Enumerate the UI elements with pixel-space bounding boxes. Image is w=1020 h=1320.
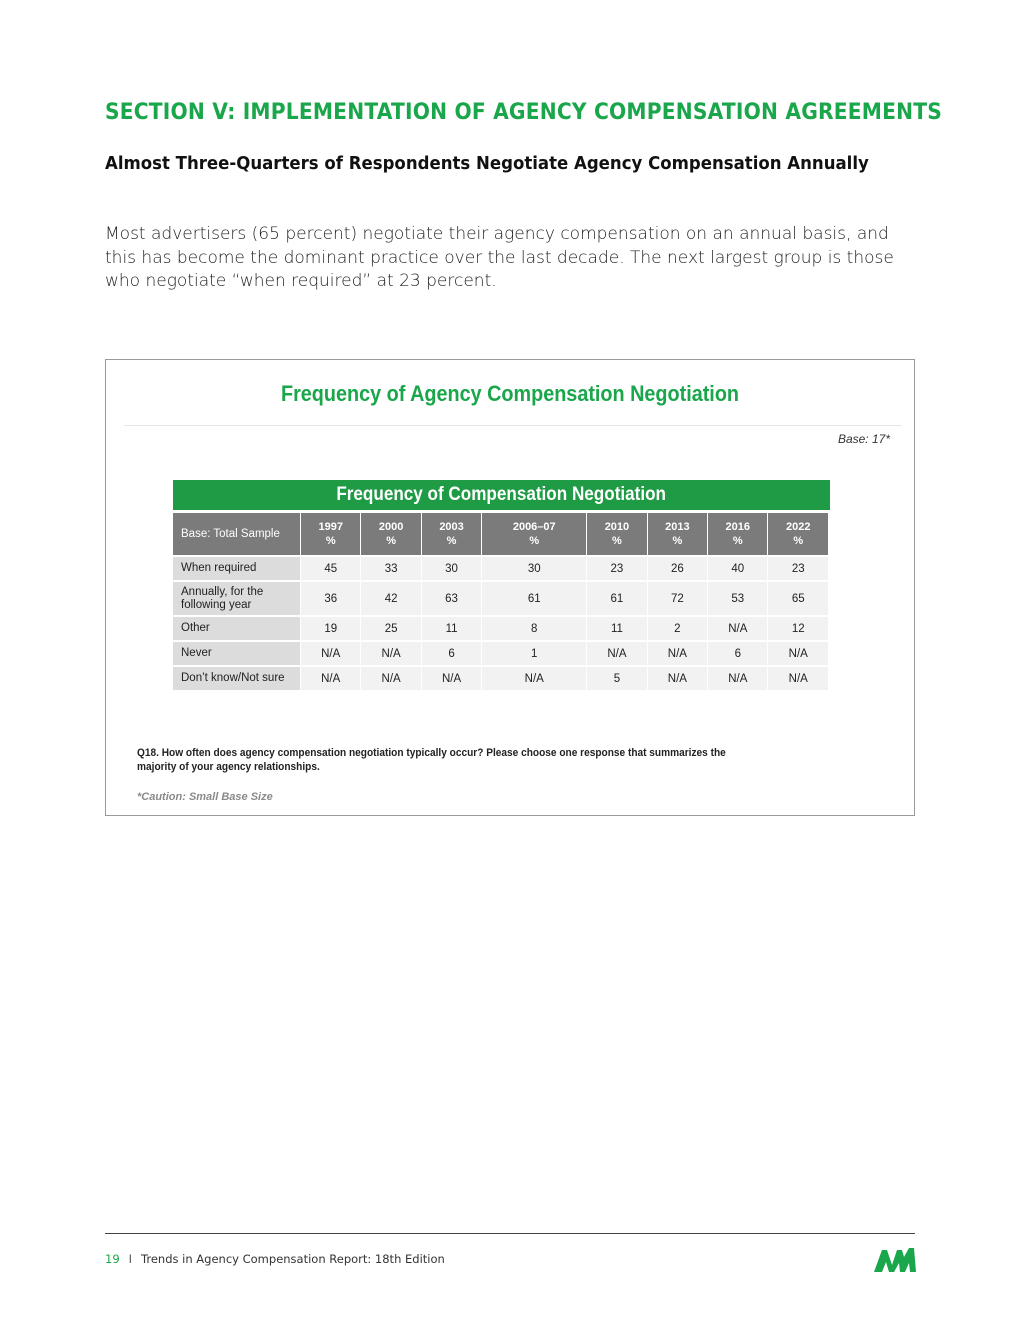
column-year: 2003 [439,521,464,533]
row-header-cell: Base: Total Sample [173,513,300,555]
table-cell: 6 [422,640,481,665]
row-label: When required [173,555,300,580]
table-cell: N/A [482,665,586,690]
table-row [173,555,828,580]
footer-divider [105,1233,915,1234]
figure-title: Frequency of Agency Compensation Negotiation [280,381,740,406]
table-cell: 1 [482,640,586,665]
table-cell: 61 [482,580,586,615]
table-cell: 25 [361,615,420,640]
table-cell: 36 [301,580,360,615]
table-cell: 45 [301,555,360,580]
column-year: 2010 [604,521,630,533]
table-cell: 5 [587,665,646,690]
ana-logo-icon [873,1245,917,1273]
section-title: SECTION V: IMPLEMENTATION OF AGENCY COMPENSATION AGREEMENTS [105,100,943,125]
column-unit: % [612,535,622,547]
table-cell: N/A [708,615,767,640]
column-header [587,513,646,555]
column-unit: % [672,535,683,547]
figure-divider [124,425,902,426]
base-note: Base: 17* [837,432,890,446]
table-cell: N/A [708,665,767,690]
column-year: 2000 [378,521,404,533]
column-year: 2016 [725,521,751,533]
caution-note: *Caution: Small Base Size [137,791,273,803]
column-unit: % [793,535,804,547]
row-label: Never [173,640,300,665]
table-cell: 42 [361,580,420,615]
row-label: Annually, for the following year [173,580,300,615]
table-cell: 6 [708,640,767,665]
table-title-text: Frequency of Compensation Negotiation [336,484,667,505]
table-cell: 33 [361,555,420,580]
table-cell: N/A [648,665,707,690]
table-cell: N/A [768,665,828,690]
footer-separator: I [128,1252,133,1266]
table-cell: N/A [361,640,420,665]
table-cell: 72 [648,580,707,615]
column-year: 2013 [665,521,690,533]
column-header [648,513,707,555]
survey-question: Q18. How often does agency compensation negotiation typically occur? Please choose one response that summarizes the majority of your agency relationships. [137,747,726,773]
table-cell: 53 [708,580,767,615]
table-cell: N/A [587,640,646,665]
column-year: 2022 [786,521,811,533]
table-cell: 61 [587,580,646,615]
table-cell: N/A [301,665,360,690]
column-unit: % [386,535,397,547]
column-year: 2006–07 [512,521,556,533]
table-row [173,615,828,640]
column-header [708,513,767,555]
column-header [482,513,586,555]
table-header-row [173,513,828,555]
table-cell: 11 [587,615,646,640]
report-title: Trends in Agency Compensation Report: 18th Edition [141,1252,445,1266]
column-unit: % [325,535,336,547]
table-cell: N/A [361,665,420,690]
table-cell: 30 [482,555,586,580]
column-header [768,513,828,555]
table-cell: 11 [422,615,481,640]
row-label: Other [173,615,300,640]
table-cell: 23 [768,555,828,580]
table-cell: 19 [301,615,360,640]
table-cell: N/A [648,640,707,665]
table-row [173,665,828,690]
column-header [301,513,360,555]
body-paragraph: Most advertisers (65 percent) negotiate their agency compensation on an annual basis, and this has become the dominant practice over the last decade. The next largest group is those who negotiate “when required” at 23 percent. [105,224,894,291]
table-cell: 12 [768,615,828,640]
table-cell: 8 [482,615,586,640]
table-cell: 30 [422,555,481,580]
column-header [422,513,481,555]
table-cell: 40 [708,555,767,580]
table-row [173,640,828,665]
subhead: Almost Three-Quarters of Respondents Negotiate Agency Compensation Annually [105,153,869,174]
table-cell: N/A [422,665,481,690]
row-label: Don’t know/Not sure [173,665,300,690]
table-cell: 63 [422,580,481,615]
column-unit: % [446,535,457,547]
table-cell: N/A [768,640,828,665]
table-cell: 65 [768,580,828,615]
page-number: 19 [105,1252,120,1266]
table-cell: 23 [587,555,646,580]
table-cell: 2 [648,615,707,640]
table-cell: N/A [301,640,360,665]
column-unit: % [529,535,540,547]
table-cell: 26 [648,555,707,580]
negotiation-table [172,513,829,690]
column-year: 1997 [318,521,343,533]
column-header [361,513,420,555]
table-title [173,480,830,510]
footer [105,1252,445,1266]
column-unit: % [732,535,743,547]
table-row [173,580,828,615]
